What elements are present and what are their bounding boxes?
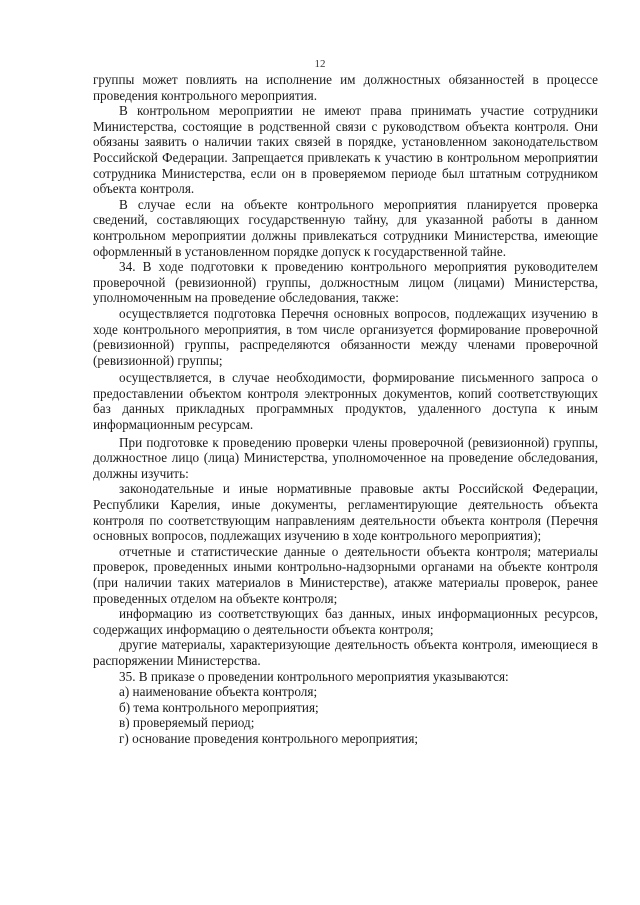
paragraph-other-materials: другие материалы, характеризующие деятельность объекта контроля, имеющиеся в распоряжении Министерства. xyxy=(93,637,598,668)
paragraph-legal-acts: законодательные и иные нормативные правовые акты Российской Федерации, Республики Карелия, иные документы, регламентирующие деятельность объекта контроля по соответствующим направлениям деятельности объекта контроля (Перечня основных вопросов, подлежащих изучению в ходе контрольного мероприятия); xyxy=(93,481,598,544)
document-body xyxy=(93,72,598,747)
paragraph-item-35: 35. В приказе о проведении контрольного мероприятия указываются: xyxy=(119,668,509,684)
list-item-b: б) тема контрольного мероприятия; xyxy=(119,699,319,715)
paragraph-preparation-study: При подготовке к проведению проверки члены проверочной (ревизионной) группы, должностное лицо (лица) Министерства, уполномоченное на проведение обследования, должны изучить: xyxy=(93,434,598,481)
list-item-g: г) основание проведения контрольного мероприятия; xyxy=(119,730,419,746)
list-item-a: а) наименование объекта контроля; xyxy=(119,684,318,700)
paragraph-reporting-data: отчетные и статистические данные о деятельности объекта контроля; материалы проверок, проведенных иными контрольно-надзорными органами на объекте контроля (при наличии таких материалов в Министерстве), атакже материалы проверок, ранее проведенных отделом на объекте контроля; xyxy=(93,543,598,606)
paragraph-state-secret: В случае если на объекте контрольного мероприятия планируется проверка сведений, составляющих государственную тайну, для указанной работы в данном контрольном мероприятии должны привлекаться сотрудники Министерства, имеющие оформленный в установленном порядке допуск к государственной тайне. xyxy=(93,196,598,259)
paragraph-questions-list: осуществляется подготовка Перечня основных вопросов, подлежащих изучению в ходе контрольного мероприятия, в том числе организуется формирование проверочной (ревизионной) группы, распределяются обязанности между членами проверочной (ревизионной) группы; xyxy=(93,305,598,368)
paragraph-continuation: группы может повлиять на исполнение им должностных обязанностей в процессе проведения контрольного мероприятия. xyxy=(93,72,598,103)
page-number: 12 xyxy=(314,58,326,70)
paragraph-item-34: 34. В ходе подготовки к проведению контрольного мероприятия руководителем проверочной (ревизионной) группы, должностным лицом (лицами) Министерства, уполномоченным на проведение обследования, также: xyxy=(93,259,598,306)
paragraph-relatives-restriction: В контрольном мероприятии не имеют права принимать участие сотрудники Министерства, состоящие в родственной связи с руководством объекта контроля. Они обязаны заявить о наличии таких связей в порядке, установленном законодательством Российской Федерации. Запрещается привлекать к участию в контрольном мероприятии сотрудника Министерства, если он в проверяемом периоде был штатным сотрудником объекта контроля. xyxy=(93,103,598,197)
paragraph-electronic-request: осуществляется, в случае необходимости, формирование письменного запроса о предоставлении объектом контроля электронных документов, копий соответствующих баз данных прикладных программных продуктов, удаленного доступа к иным информационным ресурсам. xyxy=(93,370,598,433)
paragraph-database-info: информацию из соответствующих баз данных, иных информационных ресурсов, содержащих информацию о деятельности объекта контроля; xyxy=(93,606,598,637)
list-item-v: в) проверяемый период; xyxy=(119,715,255,731)
